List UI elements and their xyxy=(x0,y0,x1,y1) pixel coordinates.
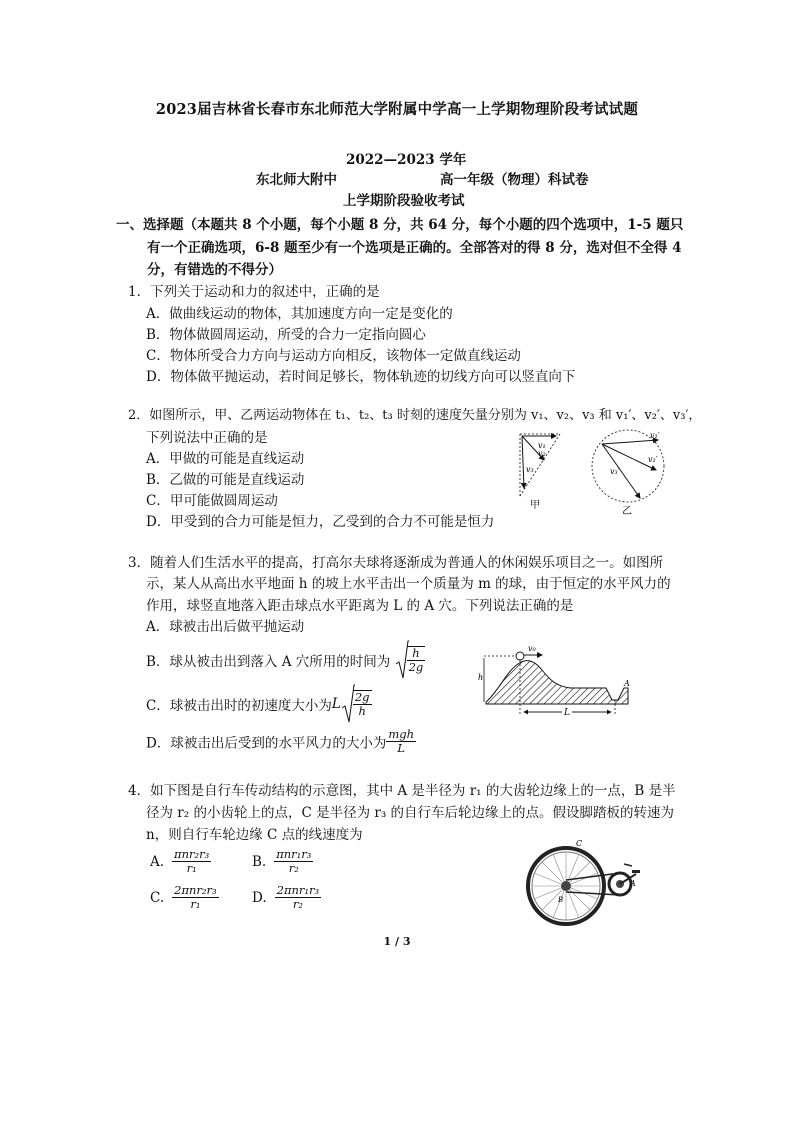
q3-d-fraction xyxy=(386,728,416,755)
q1-stem: 1．下列关于运动和力的叙述中，正确的是 xyxy=(128,284,380,300)
q3-option-c-text: C．球被击出时的初速度大小为 xyxy=(146,698,332,714)
q1-option-d: D．物体做平抛运动，若时间足够长，物体轨迹的切线方向可以竖直向下 xyxy=(146,369,576,385)
q3-b-denominator: 2g xyxy=(408,660,424,674)
q3-d-numerator: mgh xyxy=(388,727,415,741)
c-point-label: C xyxy=(576,839,583,848)
q3-b-numerator: h xyxy=(407,647,426,661)
a-hole-label: A xyxy=(624,679,630,688)
q3-d-denominator: L xyxy=(397,741,405,755)
document-title: 2023届吉林省长春市东北师范大学附属中学高一上学期物理阶段考试试题 xyxy=(155,101,639,118)
q4-a-fraction xyxy=(172,848,211,875)
jia-label: 甲 xyxy=(530,500,540,511)
q2-option-d: D．甲受到的合力可能是恒力，乙受到的合力不可能是恒力 xyxy=(146,514,495,530)
q3-stem-line2: 示，某人从高出水平地面 h 的坡上水平击出一个质量为 m 的球，由于恒定的水平风力的 xyxy=(146,576,671,592)
jia-figure xyxy=(520,434,560,511)
q3-option-d xyxy=(146,728,416,755)
q3-stem-line1: 3．随着人们生活水平的提高，打高尔夫球将逐渐成为普通人的休闲娱乐项目之一。如图所 xyxy=(128,555,664,571)
section-heading-line2: 有一个正确选项，6-8 题至少有一个选项是正确的。全部答对的得 8 分，选对但不全得 4 xyxy=(147,240,682,256)
v2p-label: v₂′ xyxy=(648,455,658,464)
q3-stem-line3: 作用，球竖直地落入距击球点水平距离为 L 的 A 穴。下列说法正确的是 xyxy=(146,598,574,614)
b-point-label: B xyxy=(558,896,564,904)
q4-option-c xyxy=(150,884,219,911)
q4-d-label: D. xyxy=(252,889,267,906)
q4-stem-line3: n，则自行车轮边缘 C 点的线速度为 xyxy=(146,827,363,843)
yi-figure xyxy=(592,430,664,517)
q4-option-d xyxy=(252,884,321,911)
yi-label: 乙 xyxy=(622,506,632,517)
v1-label: v₁ xyxy=(538,441,546,450)
school-name: 东北师大附中 xyxy=(256,172,337,188)
q4-b-fraction xyxy=(274,848,313,875)
q4-c-label: C. xyxy=(150,889,165,906)
q3-c-numerator: 2g xyxy=(354,690,370,704)
q2-option-a: A．甲做的可能是直线运动 xyxy=(146,451,305,467)
q4-b-denominator: r₂ xyxy=(288,861,299,875)
exam-name: 上学期阶段验收考试 xyxy=(343,193,465,209)
section-heading-line3: 分，有错选的不得分） xyxy=(147,262,282,278)
q3-c-l: L xyxy=(331,696,341,712)
l-label: L xyxy=(564,708,570,718)
school-year: 2022—2023 学年 xyxy=(346,152,467,168)
q3-c-denominator: h xyxy=(358,704,366,718)
q4-option-a xyxy=(150,848,211,875)
q1-option-b: B．物体做圆周运动，所受的合力一定指向圆心 xyxy=(146,327,426,343)
q4-bicycle-figure xyxy=(520,838,650,930)
q4-a-denominator: r₁ xyxy=(186,861,197,875)
q2-velocity-figure xyxy=(510,426,680,526)
q2-stem-line2: 下列说法中正确的是 xyxy=(146,430,268,446)
q2-option-b: B．乙做的可能是直线运动 xyxy=(146,472,305,488)
q4-c-denominator: r₁ xyxy=(190,897,201,911)
v3-label: v₃ xyxy=(526,465,534,474)
q4-stem-line1: 4．如下图是自行车传动结构的示意图，其中 A 是半径为 r₁ 的大齿轮边缘上的一点，B 是半 xyxy=(128,783,676,799)
v0-label: v₀ xyxy=(528,644,536,653)
q4-b-label: B. xyxy=(252,853,267,870)
q3-option-d-text: D．球被击出后受到的水平风力的大小为 xyxy=(146,735,387,752)
v3p-label: v₃′ xyxy=(610,467,620,476)
q4-c-fraction xyxy=(172,884,219,911)
v2-label: v₂ xyxy=(538,449,546,458)
q3-option-c xyxy=(146,684,372,724)
q1-option-c: C．物体所受合力方向与运动方向相反，该物体一定做直线运动 xyxy=(146,348,521,364)
q2-stem-line1: 2．如图所示，甲、乙两运动物体在 t₁、t₂、t₃ 时刻的速度矢量分别为 v₁、v₂、v₃ 和 v₁′、v₂′、v₃′， xyxy=(128,408,702,423)
q3-option-b xyxy=(146,640,425,680)
q4-b-numerator: πnr₁r₃ xyxy=(276,847,312,861)
q3-c-fraction xyxy=(353,690,372,718)
q4-d-fraction xyxy=(275,884,322,911)
q2-option-c: C．甲可能做圆周运动 xyxy=(146,493,278,509)
grade-subject: 高一年级（物理）科试卷 xyxy=(440,172,589,188)
q4-d-denominator: r₂ xyxy=(292,897,303,911)
page-number: 1 / 3 xyxy=(383,935,411,948)
q3-option-b-text: B．球从被击出到落入 A 穴所用的时间为 xyxy=(146,654,391,670)
q4-option-b xyxy=(252,848,313,875)
q4-a-numerator: πnr₂r₃ xyxy=(174,847,210,861)
q1-option-a: A．做曲线运动的物体，其加速度方向一定是变化的 xyxy=(146,306,453,322)
q4-d-numerator: 2πnr₁r₃ xyxy=(276,883,320,897)
q3-golf-figure xyxy=(478,642,654,722)
q4-stem-line2: 径为 r₂ 的小齿轮上的点，C 是半径为 r₃ 的自行车后轮边缘上的点。假设脚踏板的转速为 xyxy=(146,805,675,821)
q3-b-fraction xyxy=(407,646,426,674)
q4-a-label: A. xyxy=(150,853,165,870)
v1p-label: v₁′ xyxy=(650,431,660,440)
section-heading-line1: 一、选择题（本题共 8 个小题，每个小题 8 分，共 64 分，每个小题的四个选项中，1-5 题只 xyxy=(116,217,684,233)
q3-option-a: A．球被击出后做平抛运动 xyxy=(146,619,305,635)
h-label: h xyxy=(478,673,484,682)
a-point-label: A xyxy=(630,879,636,888)
q4-c-numerator: 2πnr₂r₃ xyxy=(174,883,217,897)
